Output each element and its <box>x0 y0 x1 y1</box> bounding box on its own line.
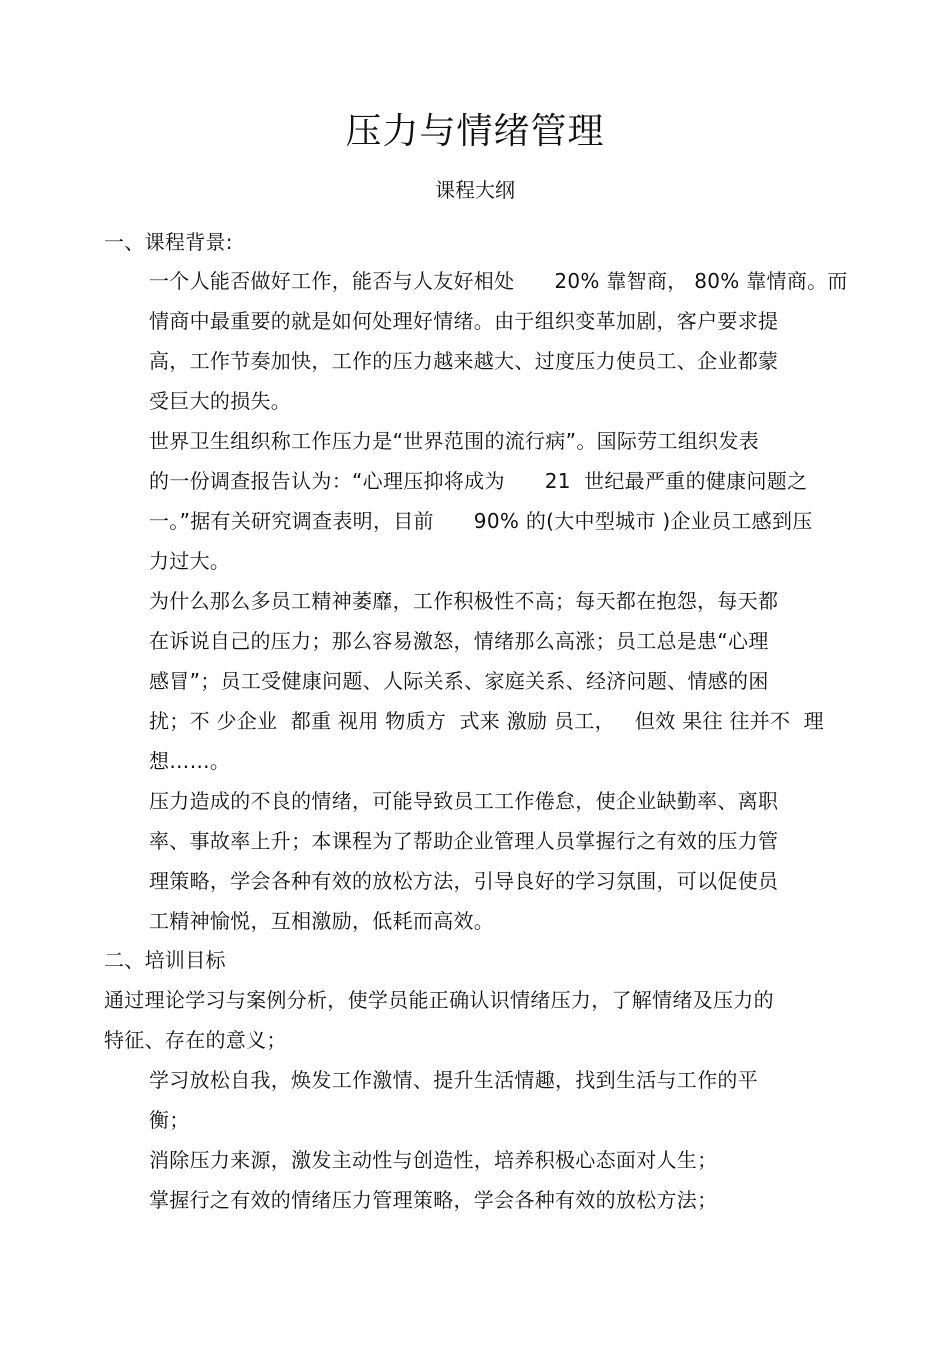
paragraph-line: 工精神愉悦，互相激励，低耗而高效。 <box>149 909 495 933</box>
paragraph-line: 受巨大的损失。 <box>149 389 292 413</box>
list-item: 学习放松自我，焕发工作激情、提升生活情趣，找到生活与工作的平 <box>149 1068 758 1092</box>
paragraph-line: 为什么那么多员工精神萎靡，工作积极性不高；每天都在抱怨，每天都 <box>149 589 779 613</box>
paragraph-line: 力过大。 <box>149 549 231 573</box>
paragraph-line: 一。”据有关研究调查表明，目前 90% 的(大中型城市 )企业员工感到压 <box>149 509 813 533</box>
paragraph-line: 率、事故率上升；本课程为了帮助企业管理人员掌握行之有效的压力管 <box>149 829 779 853</box>
paragraph-line: 压力造成的不良的情绪，可能导致员工工作倦怠，使企业缺勤率、离职 <box>149 789 779 813</box>
paragraph-line: 想……。 <box>149 749 231 773</box>
paragraph-line: 高，工作节奏加快，工作的压力越来越大、过度压力使员工、企业都蒙 <box>149 349 779 373</box>
paragraph-line: 特征、存在的意义； <box>104 1028 287 1052</box>
list-item: 衡； <box>149 1108 190 1132</box>
paragraph-line: 世界卫生组织称工作压力是“世界范围的流行病”。国际劳工组织发表 <box>149 429 760 453</box>
section-heading-background: 一、课程背景: <box>104 230 233 254</box>
document-title: 压力与情绪管理 <box>345 111 605 152</box>
list-item: 掌握行之有效的情绪压力管理策略，学会各种有效的放松方法； <box>149 1188 718 1212</box>
paragraph-line: 理策略，学会各种有效的放松方法，引导良好的学习氛围，可以促使员 <box>149 869 779 893</box>
section-heading-objectives: 二、培训目标 <box>104 948 226 972</box>
paragraph-line: 感冒”；员工受健康问题、人际关系、家庭关系、经济问题、情感的困 <box>149 669 769 693</box>
paragraph-line: 的一份调查报告认为：“心理压抑将成为 21 世纪最严重的健康问题之 <box>149 469 808 493</box>
document-subtitle: 课程大纲 <box>435 178 515 202</box>
list-item: 消除压力来源，激发主动性与创造性，培养积极心态面对人生； <box>149 1148 718 1172</box>
paragraph-line: 扰；不 少企业 都重 视用 物质方 式来 激励 员工， 但效 果往 往并不 理 <box>149 709 824 733</box>
paragraph-line: 一个人能否做好工作，能否与人友好相处 20% 靠智商， 80% 靠情商。而 <box>149 269 848 293</box>
paragraph-line: 在诉说自己的压力；那么容易激怒，情绪那么高涨；员工总是患“心理 <box>149 629 769 653</box>
paragraph-line: 通过理论学习与案例分析，使学员能正确认识情绪压力，了解情绪及压力的 <box>104 988 774 1012</box>
paragraph-line: 情商中最重要的就是如何处理好情绪。由于组织变革加剧，客户要求提 <box>149 309 779 333</box>
